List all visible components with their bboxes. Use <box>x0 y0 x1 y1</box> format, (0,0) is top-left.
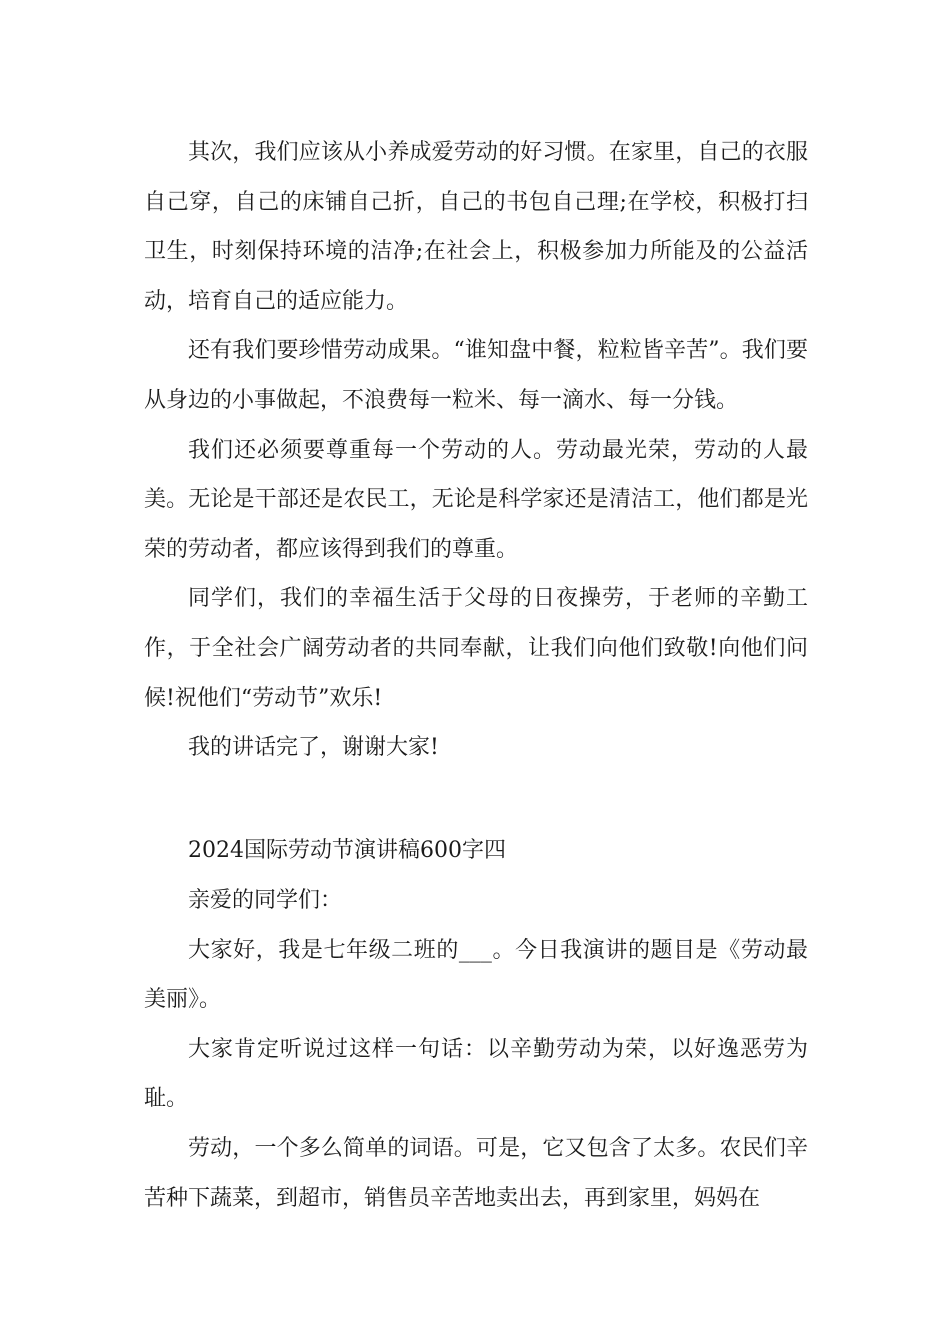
section-heading: 2024国际劳动节演讲稿600字四 <box>188 838 506 863</box>
paragraph-respect-workers: 我们还必须要尊重每一个劳动的人。劳动最光荣，劳动的人最美。无论是干部还是农民工，无论是科学家还是清洁工，他们都是光荣的劳动者，都应该得到我们的尊重。 <box>144 437 808 562</box>
paragraph-closing: 我的讲话完了，谢谢大家! <box>188 735 439 761</box>
paragraph-saying: 大家肯定听说过这样一句话：以辛勤劳动为荣，以好逸恶劳为耻。 <box>144 1036 808 1112</box>
speech-body-bottom <box>144 876 808 1223</box>
paragraph-introduction: 大家好，我是七年级二班的___。今日我演讲的题目是《劳动最美丽》。 <box>144 937 808 1013</box>
paragraph-gratitude: 同学们，我们的幸福生活于父母的日夜操劳，于老师的辛勤工作，于全社会广阔劳动者的共同奉献，让我们向他们致敬!向他们问候!祝他们“劳动节”欢乐! <box>144 586 808 711</box>
paragraph-greeting: 亲爱的同学们： <box>188 888 343 913</box>
speech-body-top <box>144 128 808 773</box>
paragraph-labor-meaning: 劳动，一个多么简单的词语。可是，它又包含了太多。农民们辛苦种下蔬菜，到超市，销售员辛苦地卖出去，再到家里，妈妈在 <box>144 1135 808 1211</box>
paragraph-cherish-results: 还有我们要珍惜劳动成果。“谁知盘中餐，粒粒皆辛苦”。我们要从身边的小事做起，不浪费每一粒米、每一滴水、每一分钱。 <box>144 338 808 413</box>
paragraph-habits: 其次，我们应该从小养成爱劳动的好习惯。在家里，自己的衣服自己穿，自己的床铺自己折，自己的书包自己理;在学校，积极打扫卫生，时刻保持环境的洁净;在社会上，积极参加力所能及的公益活动，培育自己的适应能力。 <box>144 140 808 314</box>
